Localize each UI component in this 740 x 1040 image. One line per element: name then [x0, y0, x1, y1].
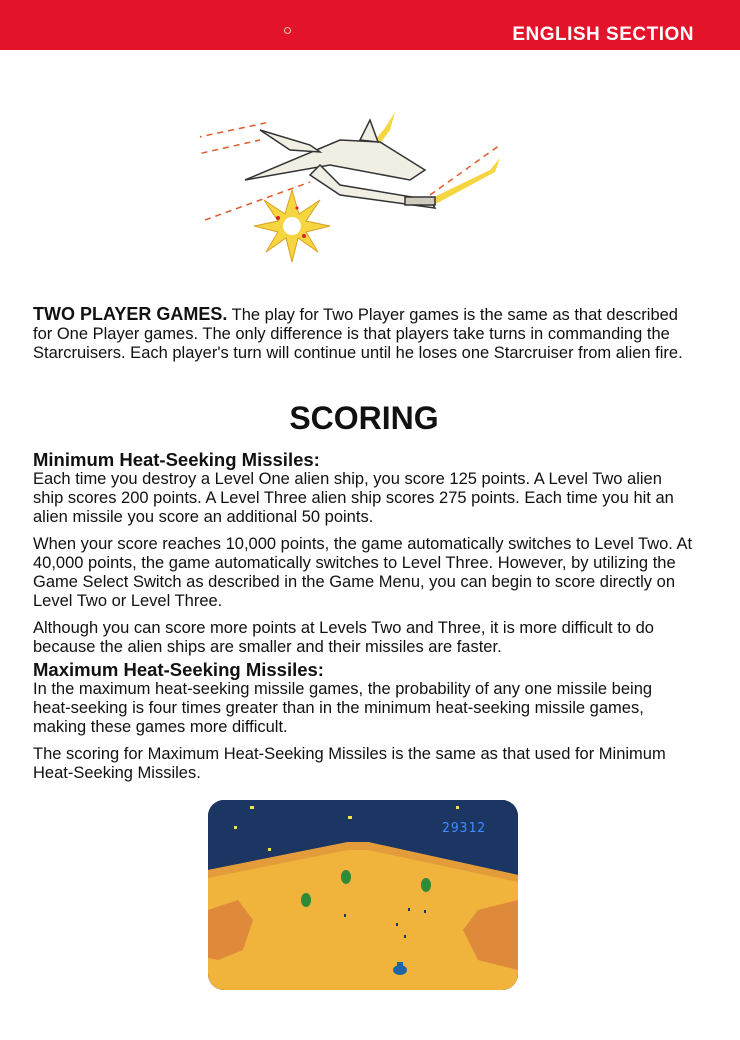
game-score: 29312 [442, 821, 487, 836]
maximum-heading: Maximum Heat-Seeking Missiles: [33, 659, 324, 680]
minimum-missiles-section [33, 450, 693, 657]
two-player-heading: TWO PLAYER GAMES. [33, 304, 228, 324]
laser-fire [200, 122, 500, 220]
two-player-section [33, 305, 693, 363]
maximum-missiles-section [33, 660, 693, 783]
section-label: ENGLISH SECTION [512, 24, 694, 45]
two-player-text: The play for Two Player games is the same as that described for One Player games. The only difference is that players take turns in commanding the Starcruisers. Each player's turn will continue until he loses one Starcruiser from alien fire. [33, 306, 683, 362]
game-scene [208, 800, 518, 990]
game-screenshot [208, 800, 518, 990]
explosion [254, 190, 330, 262]
maximum-paragraph: In the maximum heat-seeking missile games, the probability of any one missile being heat-seeking is four times greater than in the minimum heat-seeking missile games, making these games more difficult. [33, 680, 653, 736]
maximum-paragraph: The scoring for Maximum Heat-Seeking Missiles is the same as that used for Minimum Heat-Seeking Missiles. [33, 745, 666, 782]
minimum-paragraph: Although you can score more points at Levels Two and Three, it is more difficult to do because the alien ships are smaller and their missiles are faster. [33, 619, 654, 656]
header-dot [284, 27, 291, 34]
scoring-title: SCORING [289, 400, 439, 436]
starcruiser-illustration [200, 100, 520, 280]
starcruiser [245, 120, 435, 208]
minimum-paragraph: When your score reaches 10,000 points, the game automatically switches to Level Two. At 40,000 points, the game automatically switches to Level Three. However, by utilizing the Game Select Switch as described in the Game Menu, you can begin to score directly on Level Two or Level Three. [33, 535, 693, 610]
header-band [0, 0, 740, 50]
minimum-heading: Minimum Heat-Seeking Missiles: [33, 449, 320, 470]
minimum-paragraph: Each time you destroy a Level One alien ship, you score 125 points. A Level Two alien ship scores 200 points. A Level Three alien ship scores 275 points. Each time you hit an alien missile you score an additional 50 points. [33, 470, 674, 526]
